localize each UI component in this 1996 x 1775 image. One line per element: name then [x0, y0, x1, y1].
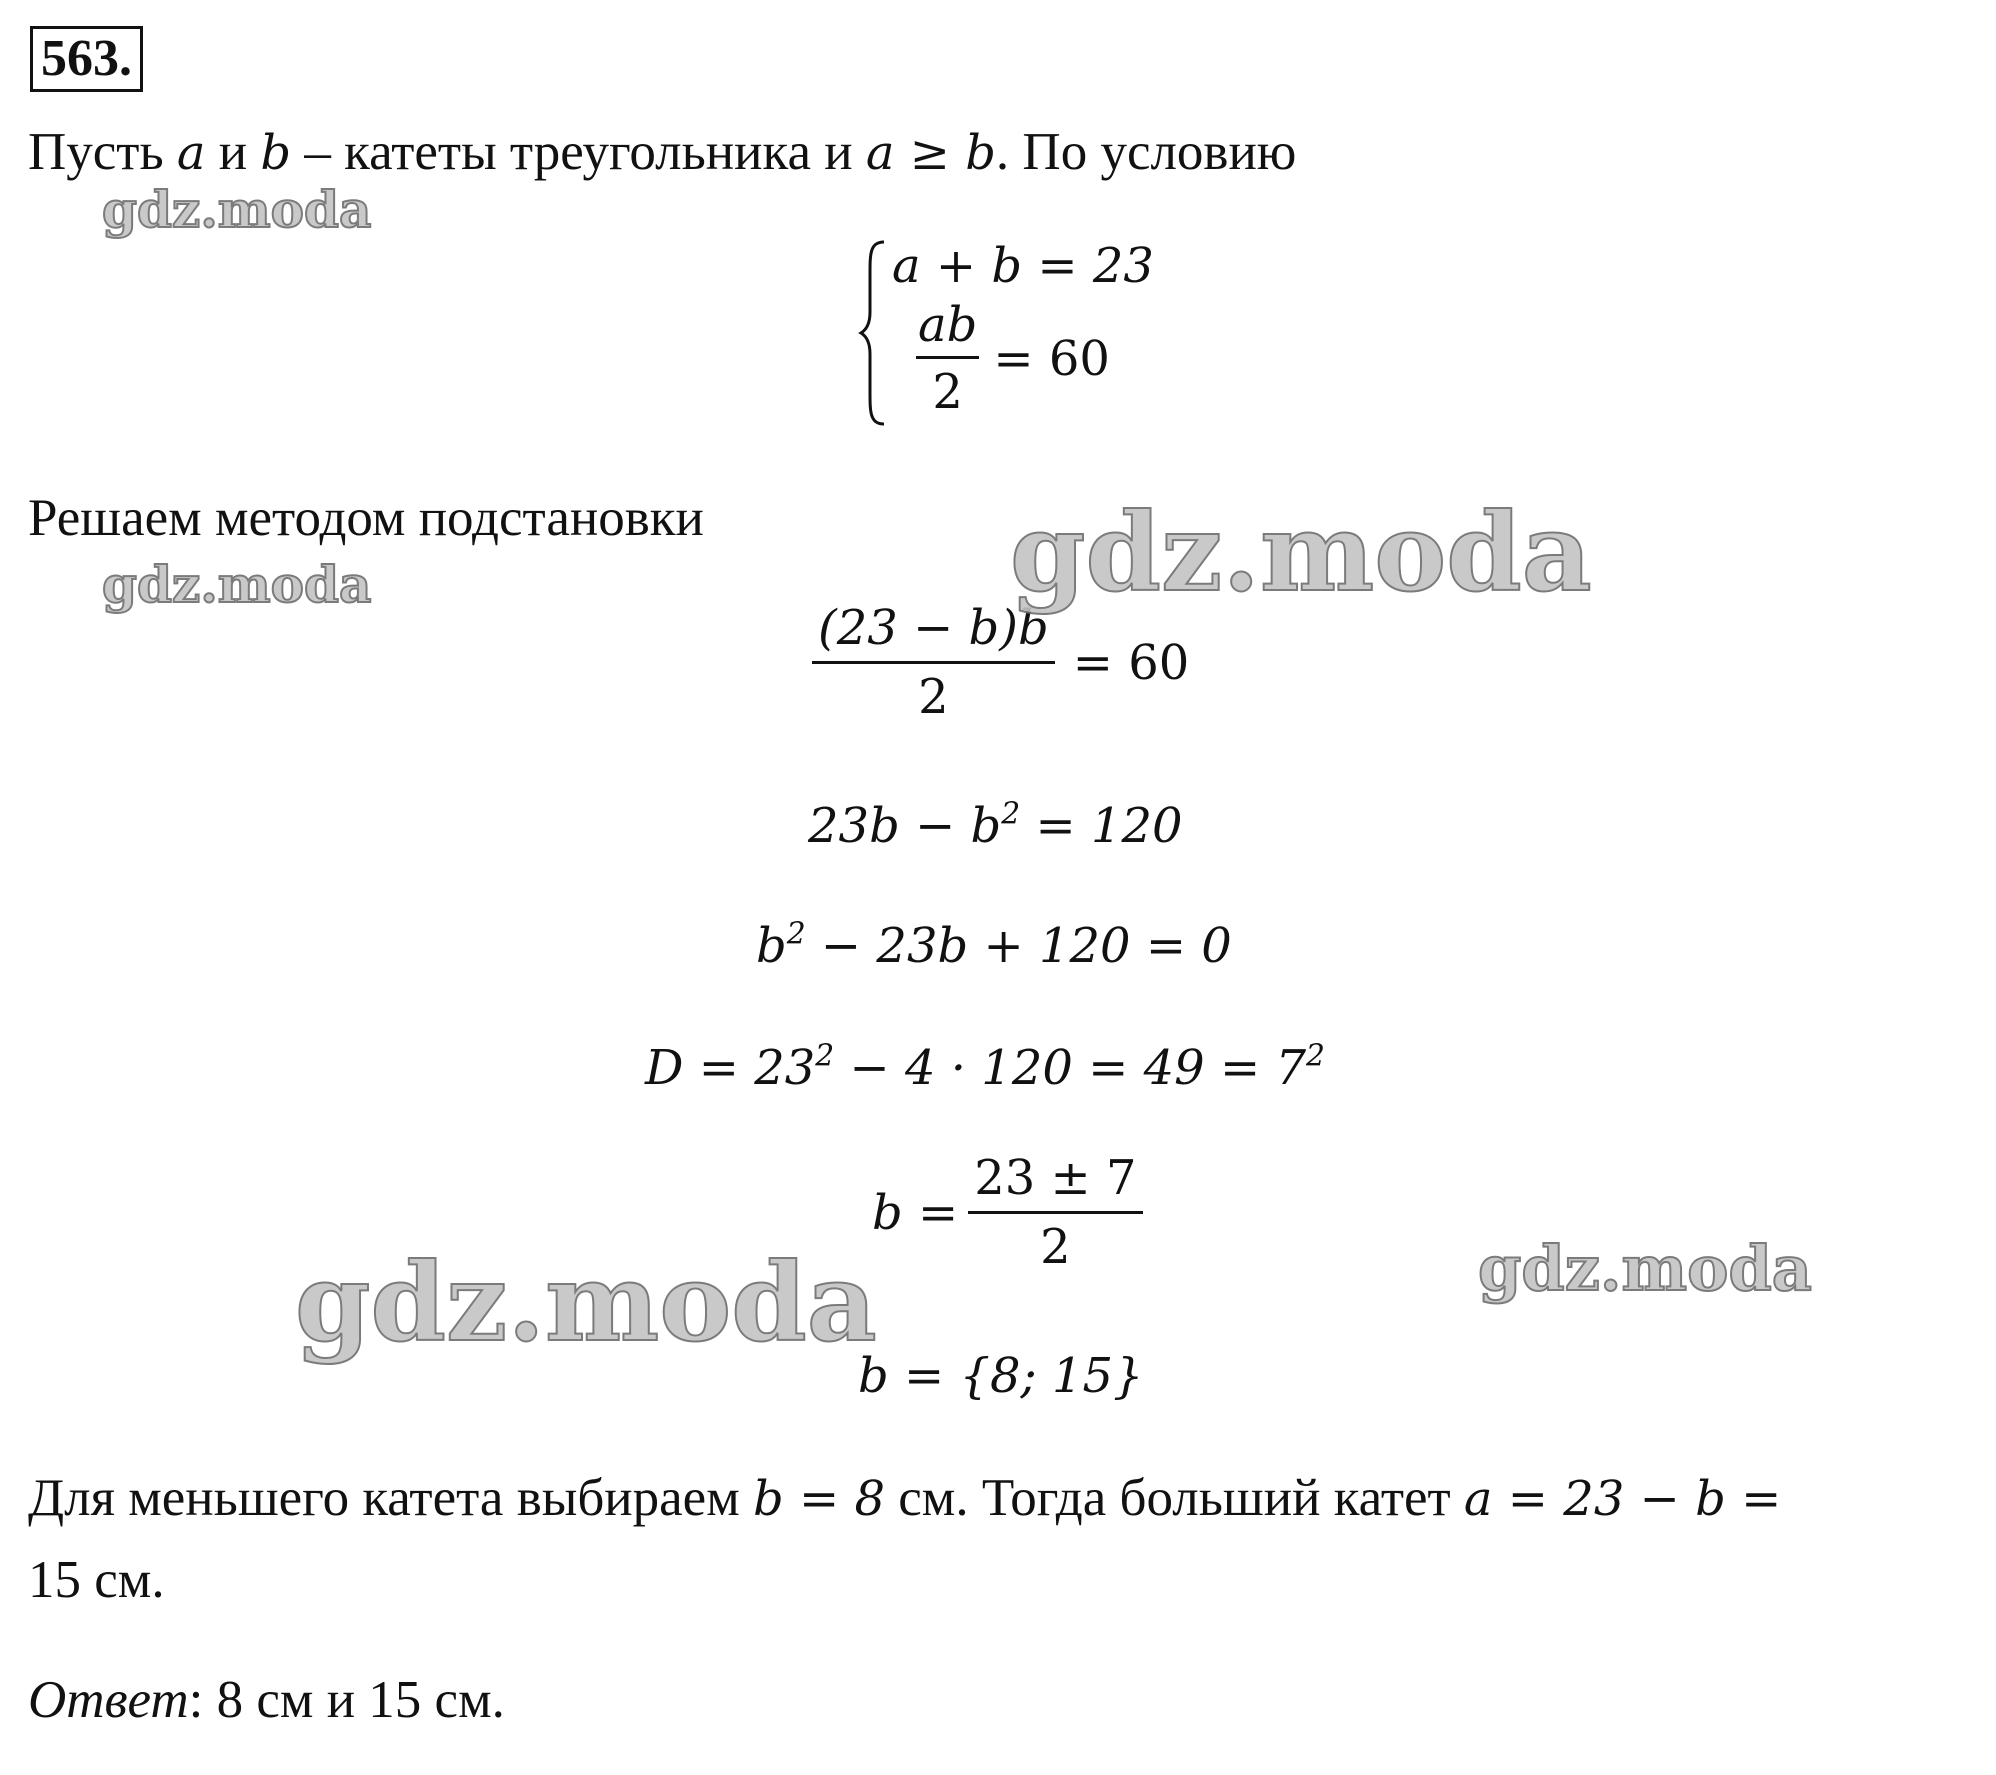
- intro-text-3: – катеты треугольника и: [291, 123, 866, 181]
- step-1-fraction: [812, 600, 1055, 726]
- intro-line: [28, 122, 1296, 182]
- step-1-numerator: (23 − b)b: [812, 603, 1055, 664]
- step-2: [808, 798, 1183, 854]
- step-2-right: = 120: [1020, 798, 1183, 854]
- step-3: [756, 918, 1232, 974]
- inequality: a ≥ b: [865, 125, 996, 181]
- step-5-numerator: 23 ± 7: [968, 1153, 1142, 1214]
- intro-text-1: Пусть: [28, 123, 177, 181]
- intro-text-2: и: [205, 123, 261, 181]
- method-line: Решаем методом подстановки: [28, 489, 704, 547]
- step-3-right: − 23b + 120 = 0: [805, 918, 1232, 974]
- conclusion-text-2: см. Тогда больший катет: [885, 1469, 1464, 1527]
- step-2-exponent: 2: [1001, 796, 1021, 832]
- step-1-rhs: = 60: [1072, 634, 1190, 691]
- step-5-lhs: b =: [872, 1184, 959, 1241]
- conclusion-line-1: [28, 1468, 1781, 1528]
- step-3-left: b: [756, 918, 787, 974]
- fraction-denominator: 2: [932, 364, 963, 421]
- conclusion-math-2: a = 23 − b =: [1463, 1471, 1782, 1527]
- step-5-denominator: 2: [1040, 1219, 1071, 1276]
- var-b: b: [260, 125, 292, 181]
- step-1: [812, 600, 1190, 726]
- system-eq-2-fraction: [916, 297, 979, 421]
- answer-line: [28, 1670, 505, 1730]
- system-eq-2-rhs: = 60: [993, 330, 1110, 387]
- step-4-part-1: D = 23: [645, 1040, 816, 1096]
- answer-label: Ответ: [28, 1671, 189, 1729]
- step-4-exponent-2: 2: [1305, 1038, 1325, 1074]
- step-6: b = {8; 15}: [858, 1348, 1144, 1404]
- step-4-part-2: − 4 · 120 = 49 = 7: [834, 1040, 1306, 1096]
- brace-icon: [858, 238, 888, 428]
- intro-text-4: . По условию: [995, 123, 1297, 181]
- system-eq-1: a + b = 23: [892, 238, 1154, 294]
- step-1-denominator: 2: [918, 669, 949, 726]
- answer-text: : 8 см и 15 см.: [188, 1671, 505, 1729]
- step-3-exponent: 2: [786, 916, 806, 952]
- step-2-left: 23b − b: [808, 798, 1002, 854]
- fraction-numerator: ab: [916, 300, 979, 359]
- watermark: gdz.moda: [102, 555, 372, 614]
- conclusion-math-1: b = 8: [753, 1471, 885, 1527]
- watermark: gdz.moda: [102, 180, 372, 239]
- conclusion-text-1: Для меньшего катета выбираем: [28, 1469, 753, 1527]
- step-5-fraction: [968, 1150, 1142, 1276]
- system-eq-2: [916, 297, 1110, 421]
- step-5: [872, 1150, 1143, 1276]
- step-4: [645, 1040, 1325, 1096]
- var-a: a: [176, 125, 206, 181]
- conclusion-line-2: 15 см.: [28, 1551, 165, 1609]
- watermark: gdz.moda: [1478, 1232, 1812, 1305]
- task-number: 563.: [30, 26, 143, 92]
- watermark: gdz.moda: [1010, 490, 1592, 616]
- step-4-exponent-1: 2: [815, 1038, 835, 1074]
- watermark: gdz.moda: [295, 1240, 877, 1366]
